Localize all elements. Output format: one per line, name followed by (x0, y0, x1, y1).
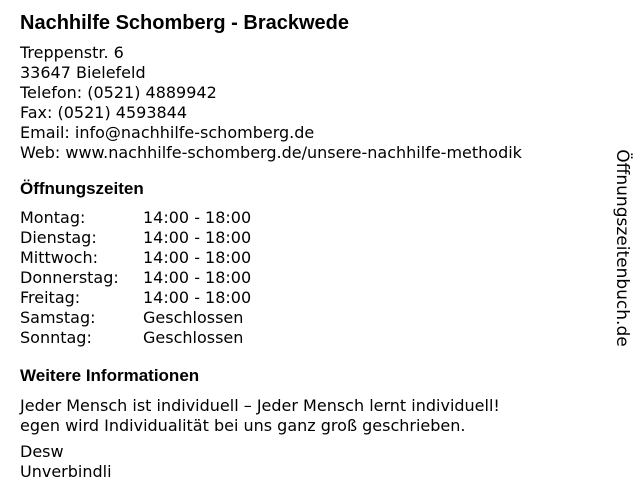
hours-time: Geschlossen (143, 328, 244, 347)
hours-time: 14:00 - 18:00 (143, 268, 252, 287)
info-line: egen wird Individualität bei uns ganz groß geschrieben. (20, 416, 466, 435)
opening-hours-heading: Öffnungszeiten (20, 179, 144, 198)
info-line: Unverbindli (20, 462, 112, 481)
opening-hours-table (20, 208, 610, 348)
address-street: Treppenstr. 6 (20, 43, 124, 62)
hours-row (20, 268, 610, 288)
hours-day: Mittwoch: (20, 248, 98, 267)
info-paragraph (20, 396, 610, 436)
fax-line: Fax: (0521) 4593844 (20, 103, 188, 122)
hours-day: Samstag: (20, 308, 96, 327)
hours-row (20, 248, 610, 268)
hours-time: 14:00 - 18:00 (143, 228, 252, 247)
web-line: Web: www.nachhilfe-schomberg.de/unsere-nachhilfe-methodik (20, 143, 522, 162)
business-card (20, 10, 610, 482)
hours-row (20, 208, 610, 228)
email-line: Email: info@nachhilfe-schomberg.de (20, 123, 315, 142)
address-city: 33647 Bielefeld (20, 63, 146, 82)
contact-block (20, 43, 610, 163)
hours-row (20, 328, 610, 348)
hours-row (20, 288, 610, 308)
hours-time: 14:00 - 18:00 (143, 208, 252, 227)
hours-day: Dienstag: (20, 228, 97, 247)
business-title: Nachhilfe Schomberg - Brackwede (20, 12, 349, 34)
info-paragraph-truncated (20, 442, 610, 482)
info-line: Desw (20, 442, 64, 461)
phone-line: Telefon: (0521) 4889942 (20, 83, 217, 102)
hours-day: Donnerstag: (20, 268, 119, 287)
hours-day: Montag: (20, 208, 86, 227)
hours-row (20, 228, 610, 248)
hours-row (20, 308, 610, 328)
hours-day: Sonntag: (20, 328, 92, 347)
further-info-heading: Weitere Informationen (20, 366, 200, 385)
watermark-text: Öffnungszeitenbuch.de (612, 149, 632, 347)
hours-day: Freitag: (20, 288, 81, 307)
hours-time: 14:00 - 18:00 (143, 248, 252, 267)
info-line: Jeder Mensch ist individuell – Jeder Mensch lernt individuell! (20, 396, 500, 415)
hours-time: Geschlossen (143, 308, 244, 327)
hours-time: 14:00 - 18:00 (143, 288, 252, 307)
